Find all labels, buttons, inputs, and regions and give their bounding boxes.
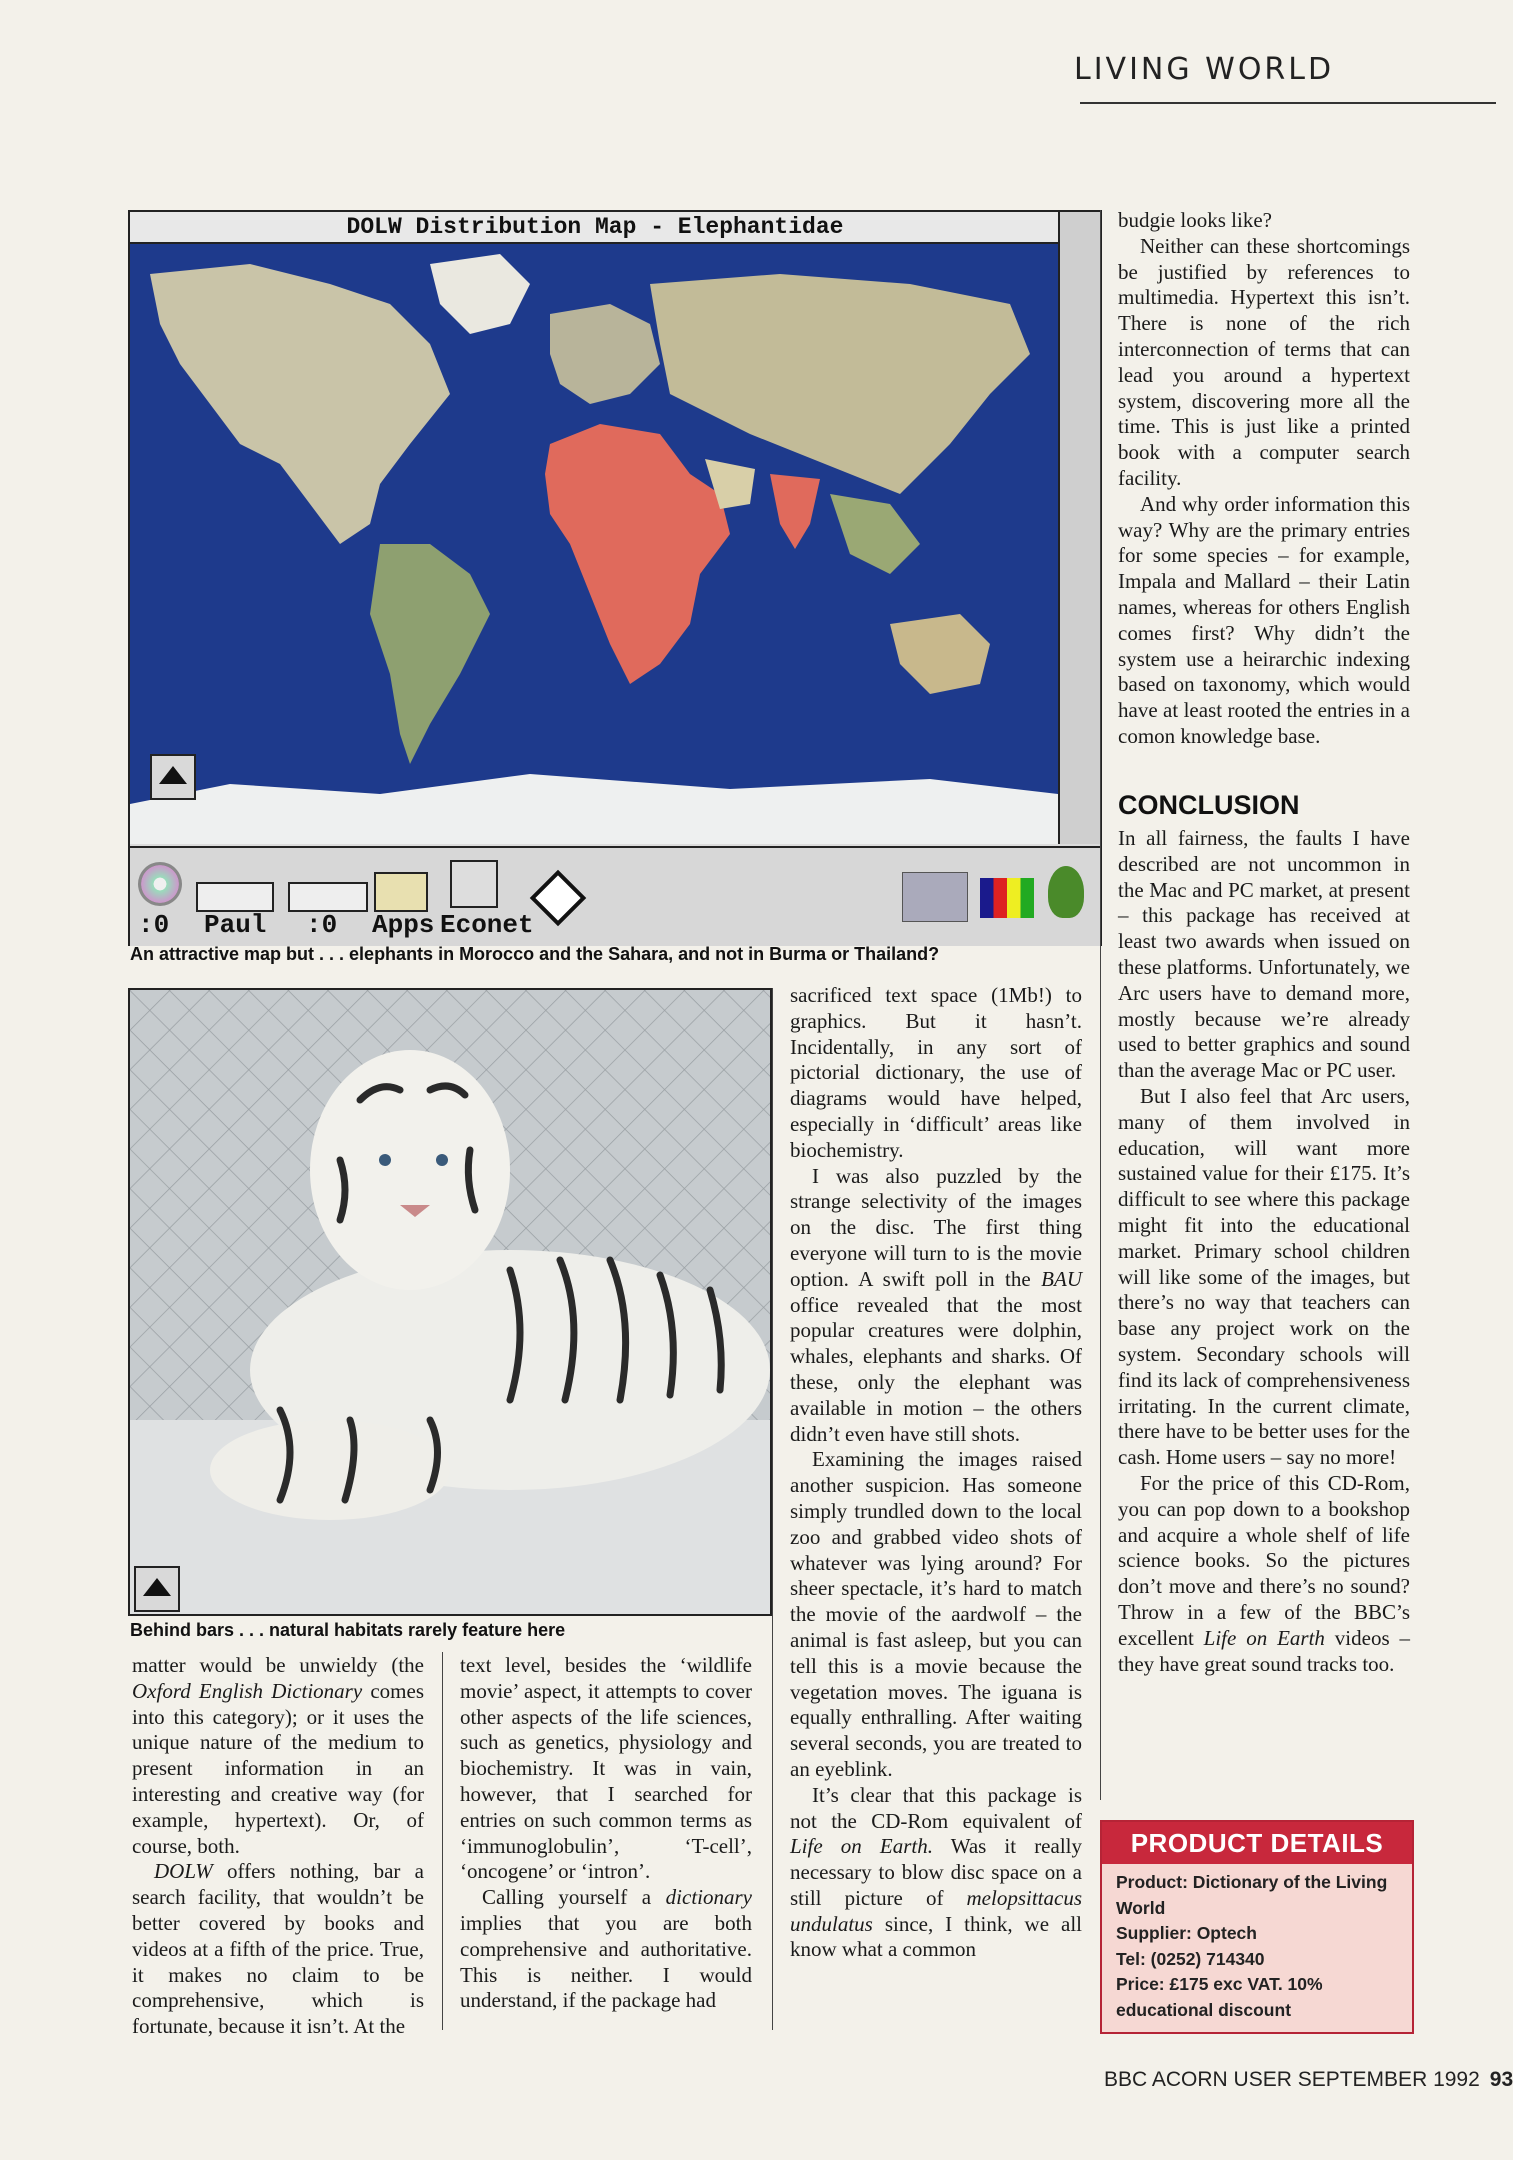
econet-label: Econet xyxy=(440,910,534,940)
ram-disc-label: :0 xyxy=(306,910,338,940)
window-title: DOLW Distribution Map - Elephantidae xyxy=(130,212,1060,244)
paragraph: In all fairness, the faults I have described are not uncommon in the Mac and PC market, at present – this package has received at least two awards when issued on these platforms. Unfortunately, we Arc users have to demand more, mostly because we’re already used to better graphics and sound than the average Mac or PC user. xyxy=(1118,826,1410,1083)
acorn-icon[interactable] xyxy=(1048,866,1084,918)
diamond-icon[interactable] xyxy=(530,870,587,927)
eagle-icon[interactable] xyxy=(902,872,968,922)
paragraph: sacrificed text space (1Mb!) to graphics. But it hasn’t. Incidentally, in any sort of pictorial dictionary, the use of diagrams would have helped, especially in ‘difficult’ areas like biochemistry. xyxy=(790,983,1082,1162)
page-number: 93 xyxy=(1489,2068,1513,2091)
column-2 xyxy=(460,1653,752,2014)
product-price: Price: £175 exc VAT. 10% educational discount xyxy=(1116,1974,1323,2020)
magazine-issue: BBC ACORN USER SEPTEMBER 1992 xyxy=(1104,2068,1480,2091)
world-map xyxy=(130,244,1058,844)
column-rule-1 xyxy=(442,1652,443,2030)
column-1 xyxy=(132,1653,424,2040)
riscos-iconbar xyxy=(130,846,1100,946)
world-map-graphic xyxy=(130,244,1058,844)
product-details-heading: PRODUCT DETAILS xyxy=(1102,1822,1412,1864)
product-name: Product: Dictionary of the Living World xyxy=(1116,1872,1388,1918)
product-supplier: Supplier: Optech xyxy=(1116,1923,1257,1943)
paragraph: text level, besides the ‘wildlife movie’ aspect, it attempts to cover other aspects of the life sciences, such as genetics, physiology and biochemistry. It was in vain, however, that I searched for entries on such common terms as ‘immunoglobulin’, ‘T-cell’, ‘oncogene’ or ‘intron’. xyxy=(460,1653,752,1884)
section-heading: LIVING WORLD xyxy=(1074,52,1335,87)
tiger-back-button[interactable] xyxy=(134,1566,180,1612)
white-tiger-photo xyxy=(128,988,772,1616)
paragraph: I was also puzzled by the strange selectivity of the images on the disc. The first thing everyone will turn to is the movie option. A swift poll in the BAU office revealed that the most popular creatures were dolphin, whales, elephants and sharks. Of these, only the elephant was available in motion – the others didn’t even have still shots. xyxy=(790,1163,1082,1446)
cdrom-drive-label: :0 xyxy=(138,910,170,940)
apps-folder-icon[interactable] xyxy=(374,872,428,912)
disc-drive-icon[interactable] xyxy=(196,882,274,912)
paragraph: Examining the images raised another suspicion. Has someone simply trundled down to the local zoo and grabbed video shots of whatever was lying around? For sheer spectacle, it’s hard to match the movie of the aardwolf – the animal is fast asleep, but you can tell this is a movie because the vegetation moves. The iguana is equally enthralling. After waiting several seconds, you are treated to an eyeblink. xyxy=(790,1447,1082,1781)
product-tel: Tel: (0252) 714340 xyxy=(1116,1948,1265,1969)
white-tiger-graphic xyxy=(130,990,770,1614)
econet-icon[interactable] xyxy=(450,860,498,908)
paragraph: budgie looks like? xyxy=(1118,208,1272,232)
paragraph: But I also feel that Arc users, many of them involved in education, will want more sustained value for their £175. It’s difficult to see where this package might fit into the educational market. Primary school children will like some of the images, but there’s no way that teachers can base any project work on the system. Secondary schools will find its lack of comprehensiveness irritating. In the current climate, there have to be better uses for the cash. Home users – say no more! xyxy=(1118,1083,1410,1470)
header-rule xyxy=(1080,102,1496,104)
paragraph: matter would be unwieldy (the Oxford English Dictionary comes into this category); or it uses the unique nature of the medium to present information in an interesting and creative way (for example, hypertext). Or, of course, both. xyxy=(132,1653,424,1858)
conclusion-heading: CONCLUSION xyxy=(1118,790,1300,820)
tiger-caption: Behind bars . . . natural habitats rarely feature here xyxy=(130,1620,566,1640)
map-caption: An attractive map but . . . elephants in Morocco and the Sahara, and not in Burma or Thailand? xyxy=(130,944,940,964)
product-details-box xyxy=(1100,1820,1414,2034)
column-3 xyxy=(790,983,1082,1963)
distribution-map-window xyxy=(128,210,1102,946)
disc-drive-label: Paul xyxy=(204,910,267,940)
palette-icon[interactable] xyxy=(980,878,1034,918)
paragraph: And why order information this way? Why are the primary entries for some species – for example, Impala and Mallard – their Latin names, whereas for others English comes first? Why didn’t the system use a heirarchic indexing based on taxonomy, which would have at least rooted the entries in a comon knowledge base. xyxy=(1118,491,1410,748)
paragraph: Calling yourself a dictionary implies that you are both comprehensive and authoritative. This is neither. I would understand, if the package had xyxy=(460,1885,752,2013)
paragraph: It’s clear that this package is not the CD-Rom equivalent of Life on Earth. Was it really necessary to blow disc space on a still picture of melopsittacus undulatus since, I think, we all know what a common xyxy=(790,1782,1082,1962)
page-footer xyxy=(1104,2068,1513,2092)
apps-label: Apps xyxy=(372,910,435,940)
column-rule-2 xyxy=(772,988,773,2030)
map-back-button[interactable] xyxy=(150,754,196,800)
paragraph: For the price of this CD-Rom, you can pop down to a bookshop and acquire a whole shelf of life science books. So the pictures don’t move and there’s no sound? Throw in a few of the BBC’s excellent Life on Earth videos – they have great sound tracks too. xyxy=(1118,1470,1410,1676)
column-4-bottom xyxy=(1118,826,1410,1677)
paragraph: DOLW offers nothing, bar a search facility, that wouldn’t be better covered by books and videos at a fifth of the price. True, it makes no claim to be comprehensive, which is fortunate, because it isn’t. At the xyxy=(132,1859,424,2039)
ram-disc-icon[interactable] xyxy=(288,882,368,912)
paragraph: Neither can these shortcomings be justified by references to multimedia. Hypertext this isn’t. There is none of the rich interconnection of terms that can lead you around a hypertext system, discovering more all the time. This is just like a printed book with a computer search facility. xyxy=(1118,233,1410,490)
window-scrollbar[interactable] xyxy=(1058,212,1100,844)
cdrom-drive-icon[interactable] xyxy=(138,862,182,906)
column-4-top xyxy=(1118,208,1410,750)
column-rule-3 xyxy=(1100,210,1101,1800)
